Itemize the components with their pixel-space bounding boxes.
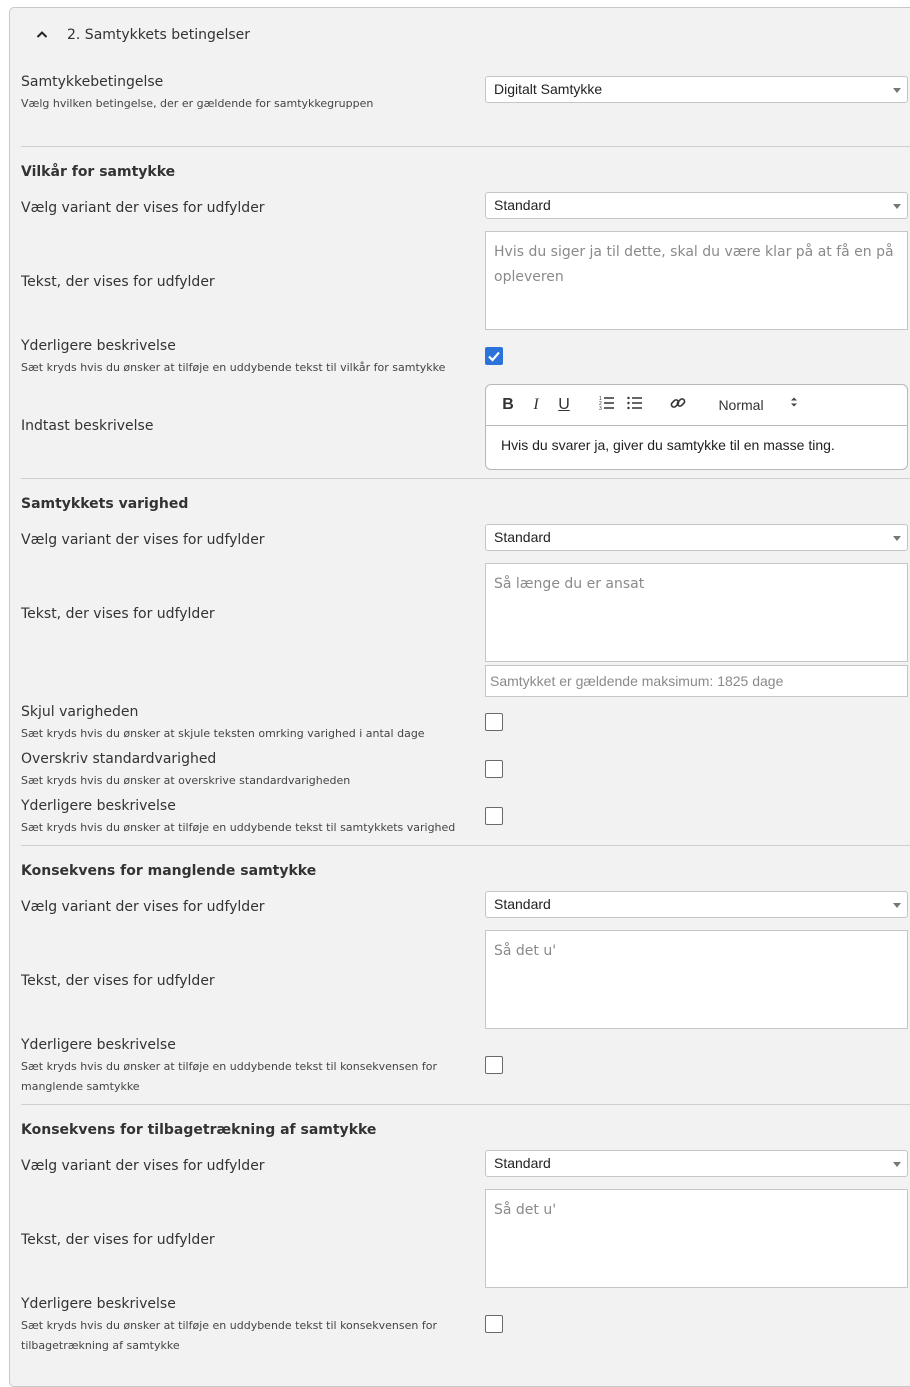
varighed-variant-select[interactable] (485, 524, 908, 551)
chevron-up-icon[interactable] (36, 26, 48, 38)
condition-help: Vælg hvilken betingelse, der er gældende for samtykkegruppen (21, 97, 374, 110)
dropdown-arrow-icon (893, 536, 901, 541)
tilbagetraekning-variant-label: Vælg variant der vises for udfylder (21, 1158, 265, 1174)
divider (21, 478, 910, 479)
tilbagetraekning-text-label: Tekst, der vises for udfylder (21, 1232, 215, 1248)
format-select[interactable]: Normal (718, 397, 764, 413)
checkmark-icon (486, 348, 502, 364)
rich-text-editor[interactable] (485, 384, 908, 470)
bullet-list-icon[interactable] (626, 395, 644, 415)
ordered-list-icon[interactable] (598, 395, 616, 415)
underline-button[interactable]: U (558, 396, 570, 413)
vilkaar-variant-label: Vælg variant der vises for udfylder (21, 200, 265, 216)
varighed-heading: Samtykkets varighed (21, 496, 189, 512)
manglende-variant-label: Vælg variant der vises for udfylder (21, 899, 265, 915)
manglende-variant-select[interactable] (485, 891, 908, 918)
varighed-text-input[interactable]: Så længe du er ansat (485, 563, 908, 662)
editor-toolbar (486, 385, 907, 426)
varighed-variant-label: Vælg variant der vises for udfylder (21, 532, 265, 548)
vilkaar-text-input[interactable]: Hvis du siger ja til dette, skal du være klar på at få en på opleveren (485, 231, 908, 330)
tilbagetraekning-extra-label: Yderligere beskrivelse (21, 1296, 176, 1312)
vilkaar-extra-checkbox[interactable] (485, 347, 503, 365)
varighed-extra-help: Sæt kryds hvis du ønsker at tilføje en uddybende tekst til samtykkets varighed (21, 821, 456, 834)
varighed-variant-value: Standard (494, 529, 551, 545)
svg-text:2: 2 (599, 401, 602, 407)
vilkaar-variant-select[interactable] (485, 192, 908, 219)
manglende-variant-value: Standard (494, 896, 551, 912)
link-icon[interactable] (669, 395, 687, 415)
tilbagetraekning-extra-checkbox[interactable] (485, 1315, 503, 1333)
condition-label: Samtykkebetingelse (21, 74, 164, 90)
dropdown-arrow-icon (893, 903, 901, 908)
manglende-text-label: Tekst, der vises for udfylder (21, 973, 215, 989)
varighed-hide-help: Sæt kryds hvis du ønsker at skjule teksten omrking varighed i antal dage (21, 727, 425, 740)
italic-button[interactable]: I (533, 396, 539, 413)
tilbagetraekning-extra-help: Sæt kryds hvis du ønsker at tilføje en uddybende tekst til konsekvensen for tilbagetrækning af samtykke (21, 1319, 437, 1352)
tilbagetraekning-variant-value: Standard (494, 1155, 551, 1171)
vilkaar-variant-value: Standard (494, 197, 551, 213)
condition-select[interactable] (485, 76, 908, 103)
manglende-extra-help: Sæt kryds hvis du ønsker at tilføje en uddybende tekst til konsekvensen for manglende samtykke (21, 1060, 437, 1093)
varighed-extra-checkbox[interactable] (485, 807, 503, 825)
vilkaar-extra-help: Sæt kryds hvis du ønsker at tilføje en uddybende tekst til vilkår for samtykke (21, 361, 446, 374)
dropdown-arrow-icon (893, 88, 901, 93)
manglende-extra-checkbox[interactable] (485, 1056, 503, 1074)
manglende-text-input[interactable]: Så det u' (485, 930, 908, 1029)
varighed-hide-checkbox[interactable] (485, 713, 503, 731)
varighed-override-label: Overskriv standardvarighed (21, 751, 217, 767)
section-title[interactable]: 2. Samtykkets betingelser (67, 27, 251, 43)
tilbagetraekning-variant-select[interactable] (485, 1150, 908, 1177)
condition-select-value: Digitalt Samtykke (494, 81, 603, 97)
vilkaar-heading: Vilkår for samtykke (21, 164, 176, 180)
svg-text:3: 3 (599, 406, 602, 411)
editor-content[interactable]: Hvis du svarer ja, giver du samtykke til en masse ting. (501, 437, 835, 453)
vilkaar-desc-label: Indtast beskrivelse (21, 418, 154, 434)
vilkaar-text-label: Tekst, der vises for udfylder (21, 274, 215, 290)
varighed-text-label: Tekst, der vises for udfylder (21, 606, 215, 622)
dropdown-arrow-icon (893, 204, 901, 209)
varighed-override-checkbox[interactable] (485, 760, 503, 778)
divider (21, 845, 910, 846)
varighed-max-field[interactable]: Samtykket er gældende maksimum: 1825 dage (485, 665, 908, 697)
varighed-extra-label: Yderligere beskrivelse (21, 798, 176, 814)
svg-text:1: 1 (599, 396, 602, 402)
manglende-heading: Konsekvens for manglende samtykke (21, 863, 317, 879)
varighed-hide-label: Skjul varigheden (21, 704, 139, 720)
dropdown-arrow-icon (893, 1162, 901, 1167)
divider (21, 1104, 910, 1105)
manglende-extra-label: Yderligere beskrivelse (21, 1037, 176, 1053)
varighed-override-help: Sæt kryds hvis du ønsker at overskrive standardvarigheden (21, 774, 351, 787)
bold-button[interactable]: B (502, 396, 514, 413)
tilbagetraekning-heading: Konsekvens for tilbagetrækning af samtykke (21, 1122, 377, 1138)
divider (21, 146, 910, 147)
vilkaar-extra-label: Yderligere beskrivelse (21, 338, 176, 354)
updown-arrow-icon[interactable] (788, 395, 800, 415)
tilbagetraekning-text-input[interactable]: Så det u' (485, 1189, 908, 1288)
